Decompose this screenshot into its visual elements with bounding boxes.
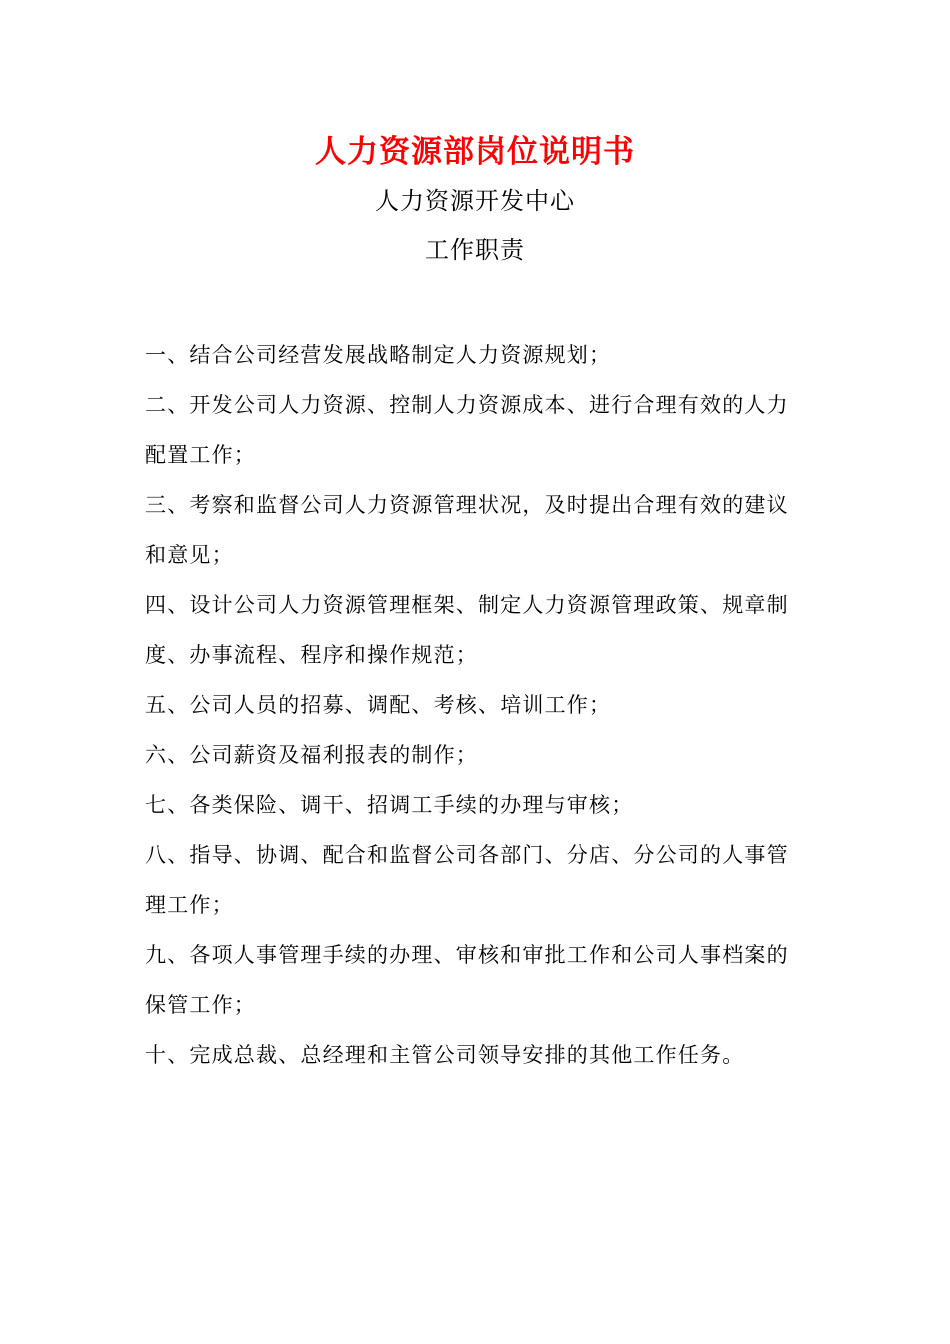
duty-item: 九、各项人事管理手续的办理、审核和审批工作和公司人事档案的保管工作； [145,943,789,1017]
duty-item: 三、考察和监督公司人力资源管理状况，及时提出合理有效的建议和意见； [145,493,789,567]
duty-item: 五、公司人员的招募、调配、考核、培训工作； [145,693,612,717]
document-title: 人力资源部岗位说明书 [315,134,635,170]
duty-item: 八、指导、协调、配合和监督公司各部门、分店、分公司的人事管理工作； [145,843,789,917]
duty-item: 六、公司薪资及福利报表的制作； [145,743,478,767]
duty-item: 七、各类保险、调干、招调工手续的办理与审核； [145,793,634,817]
duty-item: 二、开发公司人力资源、控制人力资源成本、进行合理有效的人力配置工作； [145,393,789,467]
department-name: 人力资源开发中心 [375,187,575,215]
duty-item: 四、设计公司人力资源管理框架、制定人力资源管理政策、规章制度、办事流程、程序和操作规范； [145,593,789,667]
section-heading: 工作职责 [425,236,525,264]
duties-list [145,330,807,1080]
duty-item: 十、完成总裁、总经理和主管公司领导安排的其他工作任务。 [145,1043,745,1067]
duty-item: 一、结合公司经营发展战略制定人力资源规划； [145,343,612,367]
